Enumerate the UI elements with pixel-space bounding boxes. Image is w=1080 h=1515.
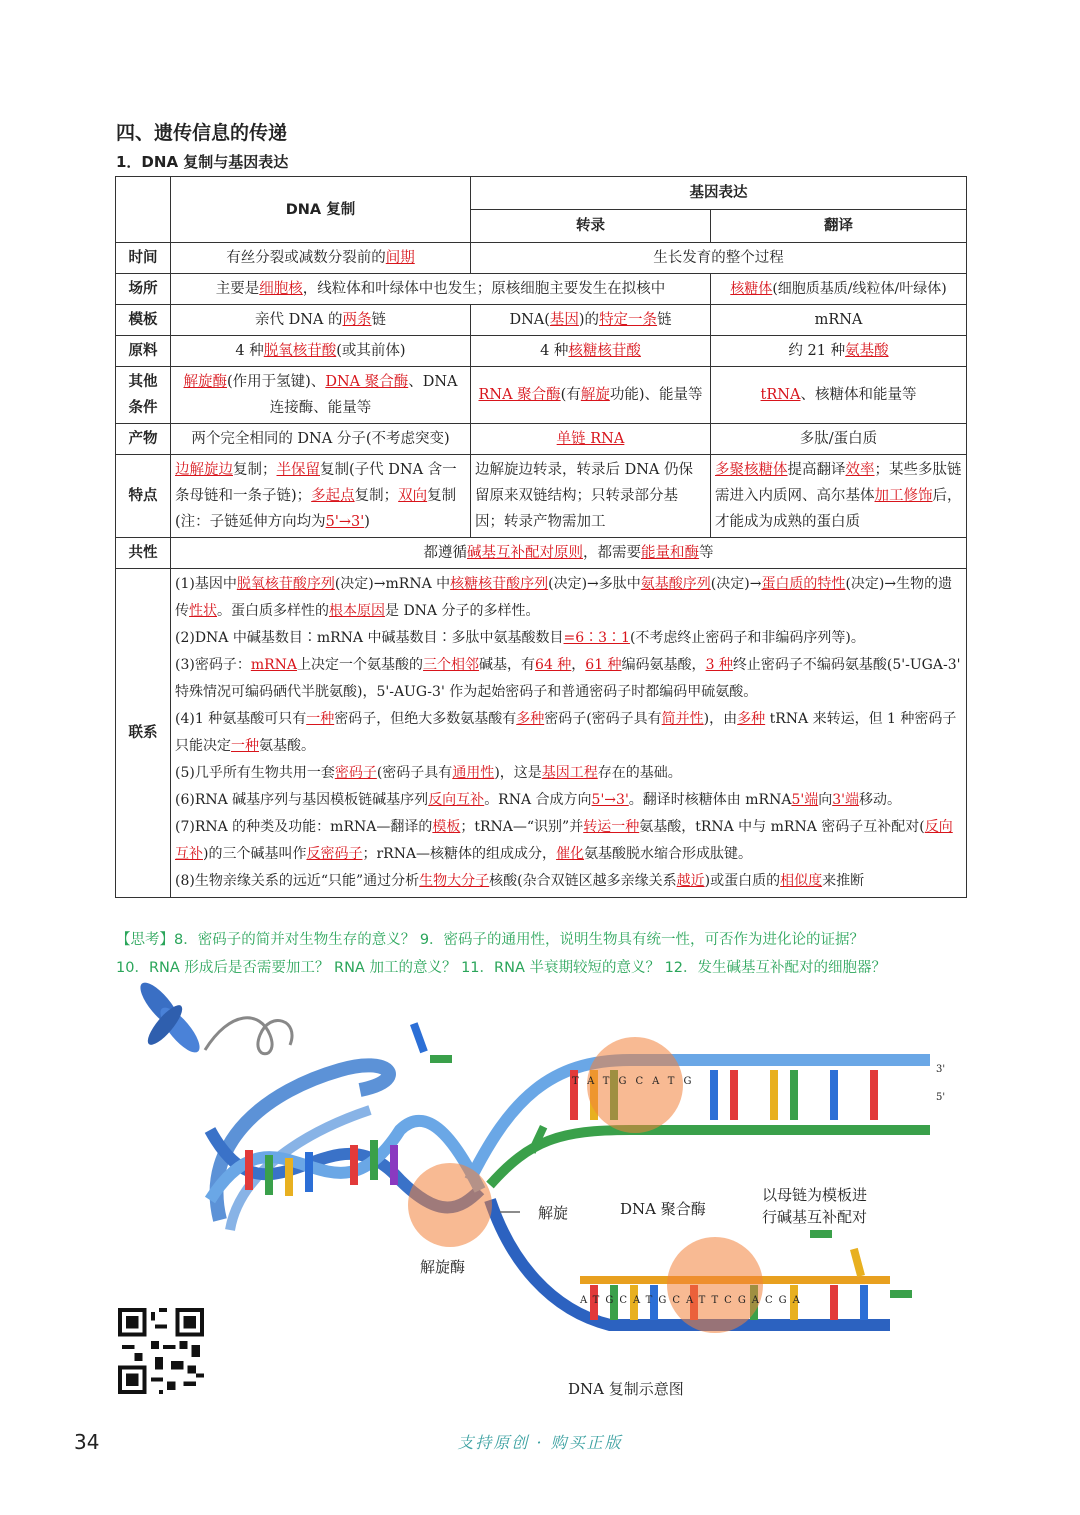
- label-polymerase: DNA 聚合酶: [620, 1200, 706, 1218]
- relation-item-1: (1)基因中脱氧核苷酸序列(决定)→mRNA 中核糖核苷酸序列(决定)→多肽中氨基酸序列(决定)→蛋白质的特性(决定)→生物的遗传性状。蛋白质多样性的根本原因是 DNA 分子的多样性。: [175, 576, 953, 619]
- label-pairing-line-2: 行碱基互补配对: [762, 1208, 868, 1226]
- comparison-table: [115, 176, 967, 898]
- cell-transcription: RNA 聚合酶(有解旋功能)、能量等: [471, 367, 711, 424]
- row-label: 产物: [116, 424, 171, 455]
- relation-item-2: (2)DNA 中碱基数目∶mRNA 中碱基数目∶多肽中氨基酸数目=6∶3∶1(不考虑终止密码子和非编码序列等)。: [175, 630, 865, 646]
- cell-transcription: 4 种核糖核苷酸: [471, 336, 711, 367]
- cell-translation: 多聚核糖体提高翻译效率；某些多肽链需进入内质网、高尔基体加工修饰后，才能成为成熟的蛋白质: [711, 455, 967, 538]
- cell-translation: mRNA: [711, 305, 967, 336]
- cell-dna: 4 种脱氧核苷酸(或其前体): [171, 336, 471, 367]
- page-number: 34: [74, 1430, 100, 1454]
- relation-item-7: (7)RNA 的种类及功能：mRNA—翻译的模板；tRNA—“识别”并转运一种氨基酸，tRNA 中与 mRNA 密码子互补配对(反向互补)的三个碱基叫作反密码子；rRNA—核糖体的组成成分，催化氨基酸脱水缩合形成肽键。: [175, 819, 953, 862]
- cell-translation: 多肽/蛋白质: [711, 424, 967, 455]
- row-label: 联系: [116, 569, 171, 898]
- row-other-conditions: [116, 367, 967, 424]
- cell-translation: 约 21 种氨基酸: [711, 336, 967, 367]
- dna-replication-diagram: [110, 980, 970, 1400]
- cell-dna: 两个完全相同的 DNA 分子(不考虑突变): [171, 424, 471, 455]
- row-features: [116, 455, 967, 538]
- label-pairing-line-1: 以母链为模板进: [762, 1186, 868, 1204]
- row-place: [116, 274, 967, 305]
- cell-translation: 核糖体(细胞质基质/线粒体/叶绿体): [711, 274, 967, 305]
- qr-code-icon: [118, 1308, 204, 1394]
- row-label: 时间: [116, 243, 171, 274]
- row-label: 特点: [116, 455, 171, 538]
- corner-cell: [116, 177, 171, 243]
- label-helicase: 解旋酶: [420, 1258, 466, 1276]
- row-label: 原料: [116, 336, 171, 367]
- relation-item-6: (6)RNA 碱基序列与基因模板链碱基序列反向互补。RNA 合成方向5'→3'。翻译时核糖体由 mRNA5'端向3'端移动。: [175, 792, 901, 808]
- relation-item-8: (8)生物亲缘关系的远近“只能”通过分析生物大分子核酸(杂合双链区越多亲缘关系越近)或蛋白质的相似度来推断: [175, 873, 865, 889]
- think-question-line-2: 10．RNA 形成后是否需要加工？ RNA 加工的意义？ 11．RNA 半衰期较短的意义？ 12．发生碱基互补配对的细胞器？: [116, 960, 887, 976]
- row-relations: [116, 569, 967, 898]
- row-label: 其他 条件: [116, 367, 171, 424]
- row-label: 场所: [116, 274, 171, 305]
- think-question-line-1: 【思考】8．密码子的简并对生物生存的意义？ 9．密码子的通用性，说明生物具有统一性，可否作为进化论的证据？: [116, 932, 865, 948]
- polymerase-enzyme-bottom: [667, 1237, 763, 1333]
- row-template: [116, 305, 967, 336]
- cell-gene: 生长发育的整个过程: [471, 243, 967, 274]
- row-material: [116, 336, 967, 367]
- sub-title: 1．DNA 复制与基因表达: [116, 153, 289, 171]
- cell-common: 都遵循碱基互补配对原则，都需要能量和酶等: [171, 538, 967, 569]
- header-gene-expression: 基因表达: [471, 177, 967, 210]
- cell-transcription: 边解旋边转录，转录后 DNA 仍保留原来双链结构；只转录部分基因；转录产物需加工: [471, 455, 711, 538]
- header-dna-replication: DNA 复制: [171, 177, 471, 243]
- row-label: 模板: [116, 305, 171, 336]
- end-label-5-prime: 5': [936, 1092, 946, 1103]
- strand-sequence-top: TATGCATG: [572, 1076, 701, 1087]
- cell-dna-transcription: 主要是细胞核，线粒体和叶绿体中也发生；原核细胞主要发生在拟核中: [171, 274, 711, 305]
- cell-transcription: DNA(基因)的特定一条链: [471, 305, 711, 336]
- cell-translation: tRNA、核糖体和能量等: [711, 367, 967, 424]
- row-commonality: [116, 538, 967, 569]
- label-unwind: 解旋: [538, 1204, 569, 1222]
- cell-relations: [171, 569, 967, 898]
- cell-transcription: 单链 RNA: [471, 424, 711, 455]
- cell-dna: 边解旋边复制；半保留复制(子代 DNA 含一条母链和一条子链)；多起点复制；双向复制(注：子链延伸方向均为5'→3'): [171, 455, 471, 538]
- end-label-3-prime: 3': [936, 1064, 946, 1075]
- helicase-enzyme: [408, 1163, 492, 1247]
- relation-item-3: (3)密码子：mRNA上决定一个氨基酸的三个相邻碱基，有64 种，61 种编码氨基酸，3 种终止密码子不编码氨基酸(5'-UGA-3' 特殊情况可编码硒代半胱氨酸)，5'-AUG-3' 作为起始密码子和普通密码子时都编码甲硫氨酸。: [175, 657, 961, 700]
- footer-slogan: 支持原创 · 购买正版: [457, 1433, 623, 1452]
- header-transcription: 转录: [471, 210, 711, 243]
- row-product: [116, 424, 967, 455]
- section-title: 四、遗传信息的传递: [116, 122, 288, 144]
- strand-sequence-bottom: ATGCATGCATTCGACGA: [580, 1295, 806, 1306]
- cell-dna: 亲代 DNA 的两条链: [171, 305, 471, 336]
- header-translation: 翻译: [711, 210, 967, 243]
- relation-item-5: (5)几乎所有生物共用一套密码子(密码子具有通用性)，这是基因工程存在的基础。: [175, 765, 682, 781]
- row-time: [116, 243, 967, 274]
- cell-dna: 有丝分裂或减数分裂前的间期: [171, 243, 471, 274]
- cell-dna: 解旋酶(作用于氢键)、DNA 聚合酶、DNA 连接酶、能量等: [171, 367, 471, 424]
- chromosome-icon: [134, 980, 205, 1058]
- row-label: 共性: [116, 538, 171, 569]
- relation-item-4: (4)1 种氨基酸可只有一种密码子，但绝大多数氨基酸有多种密码子(密码子具有简并性)，由多种 tRNA 来转运，但 1 种密码子只能决定一种氨基酸。: [175, 711, 957, 754]
- diagram-caption: DNA 复制示意图: [568, 1380, 684, 1398]
